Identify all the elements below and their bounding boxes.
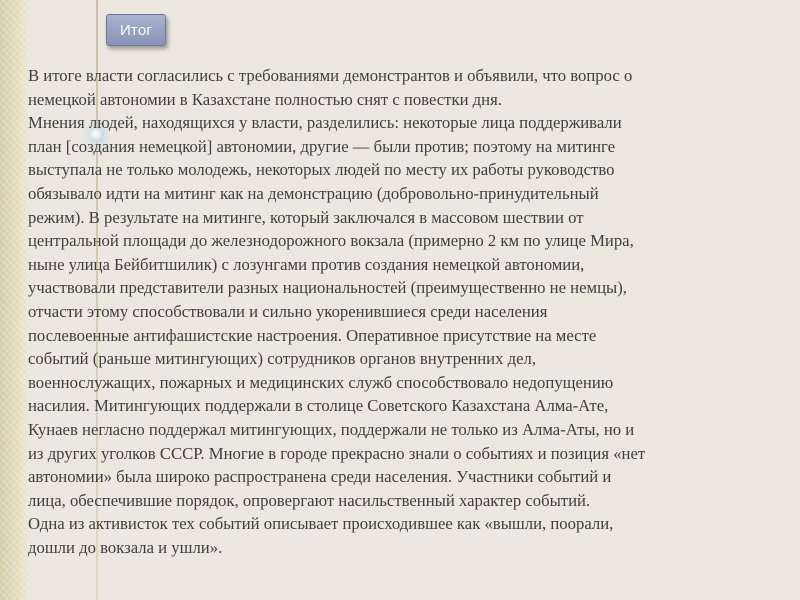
paragraph-details: Мнения людей, находящихся у власти, разделились: некоторые лица поддерживали план [создания немецкой] автономии, другие — были против; поэтому на митинге выступала не только молодежь, некоторых людей по месту их работы руководство обязывало идти на митинг как на демонстрацию (добровольно-принудительный режим). В результате на митинге, который заключался в массовом шествии от центральной площади до железнодорожного вокзала (примерно 2 км по улице Мира, ныне улица Бейбитшилик) с лозунгами против создания немецкой автономии, участвовали представители разных национальностей (преимущественно не немцы), отчасти этому способствовали и сильно укоренившиеся среди населения послевоенные антифашистские настроения. Оперативное присутствие на месте событий (раньше митингующих) сотрудников органов внутренних дел, военнослужащих, пожарных и медицинских служб способствовало недопущению насилия. Митингующих поддержали в столице Советского Казахстана Алма-Ате, Кунаев негласно поддержал митингующих, поддержали не только из Алма-Аты, но и из других уголков СССР. Многие в городе прекрасно знали о событиях и позиция «нет автономии» была широко распространена среди населения. Участники событий и лица, обеспечившие порядок, опровергают насильственный характер событий. Одна из активисток тех событий описывает происходившее как «вышли, поорали, дошли до вокзала и ушли». bbox=[28, 113, 646, 557]
decorative-side-strip bbox=[0, 0, 28, 600]
paragraph-conclusion: В итоге власти согласились с требованиями демонстрантов и объявили, что вопрос о немецкой автономии в Казахстане полностью снят с повестки дня. bbox=[28, 66, 633, 109]
slide-title-text: Итог bbox=[119, 21, 153, 39]
slide-body bbox=[28, 64, 768, 559]
slide-title bbox=[106, 14, 166, 46]
